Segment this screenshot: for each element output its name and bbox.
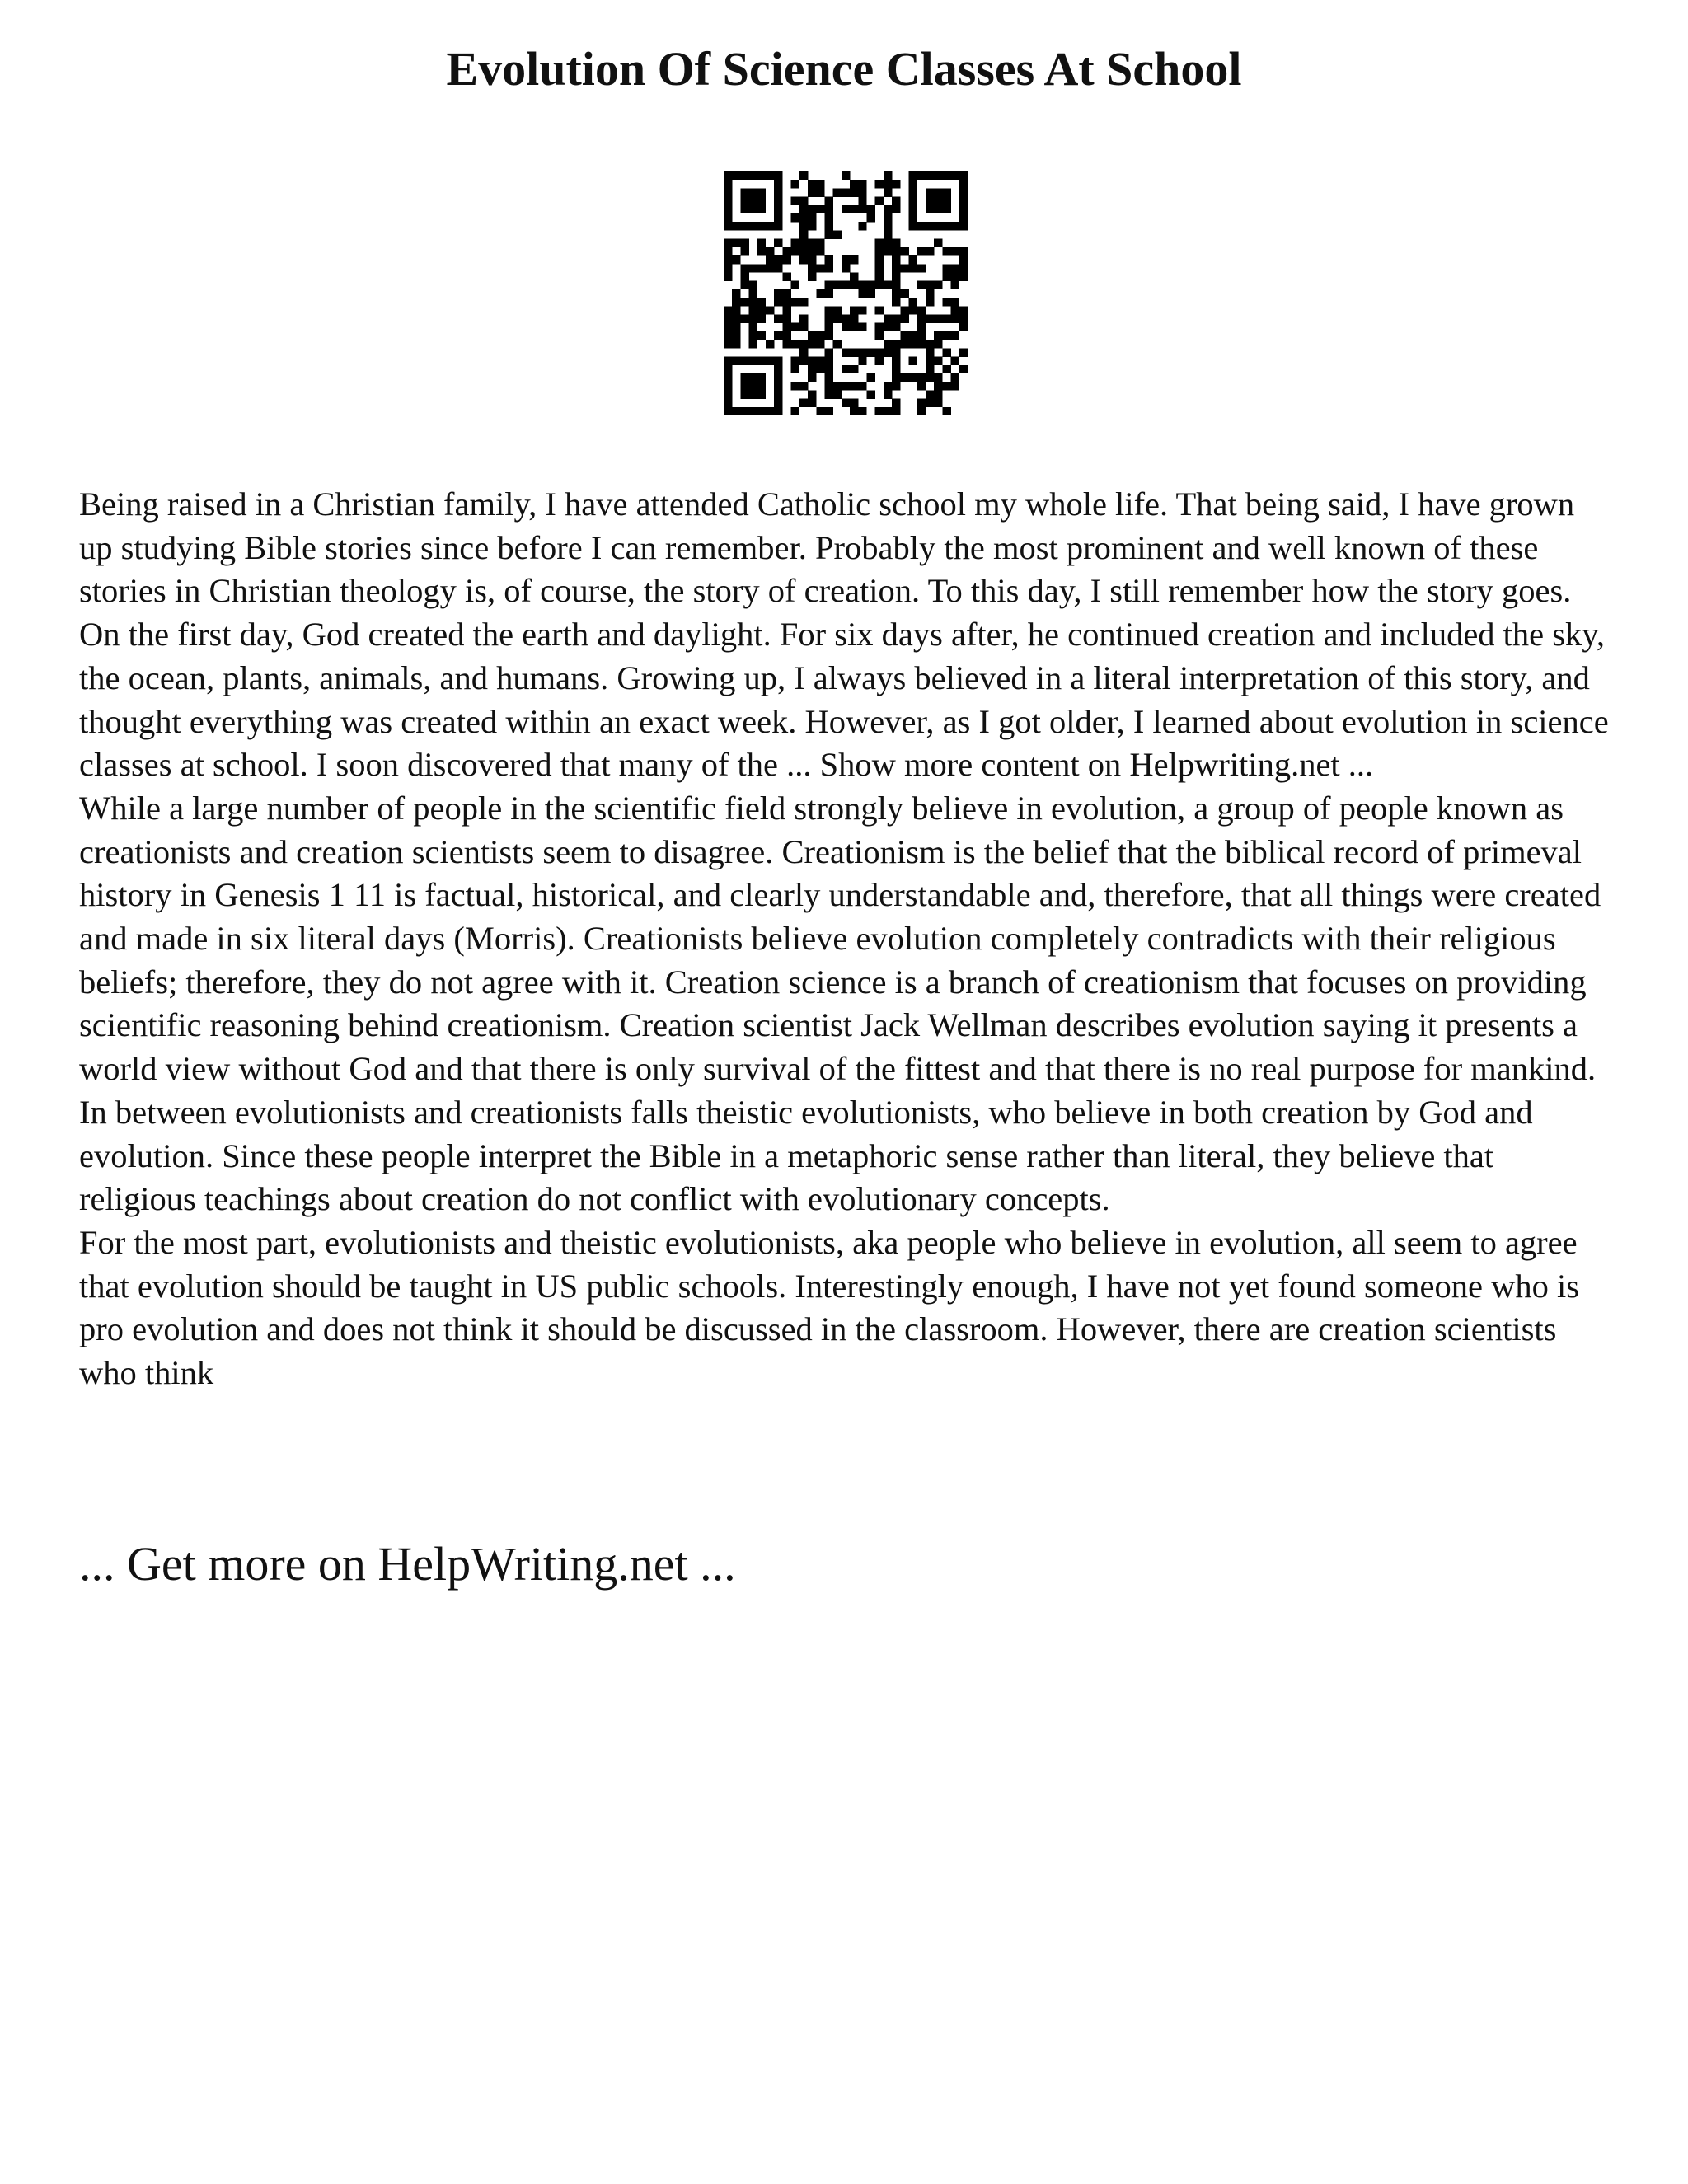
paragraph-2: While a large number of people in the scientific field strongly believe in evolution, a group of people known as creationists and creation scientists seem to disagree. Creationism is the belief that the biblical record of primeval history in Genesis 1 11 is factual, historical, and clearly understandable and, therefore, that all things were created and made in six literal days (Morris). Creationists believe evolution completely contradicts with their religious beliefs; therefore, they do not agree with it. Creation science is a branch of creationism that focuses on providing scientific reasoning behind creationism. Creation scientist Jack Wellman describes evolution saying it presents a world view without God and that there is only survival of the fittest and that there is no real purpose for mankind. In between evolutionists and creationists falls theistic evolutionists, who believe in both creation by God and evolution. Since these people interpret the Bible in a metaphoric sense rather than literal, they believe that religious teachings about creation do not conflict with evolutionary concepts.: [79, 789, 1601, 1218]
qr-code-graphic: [724, 171, 968, 415]
qr-code-icon: [724, 171, 968, 415]
page-title: Evolution Of Science Classes At School: [446, 42, 1242, 96]
get-more-link[interactable]: ... Get more on HelpWriting.net ...: [79, 1537, 736, 1591]
paragraph-3: For the most part, evolutionists and theistic evolutionists, aka people who believe in evolution, all seem to agree that evolution should be taught in US public schools. Interestingly enough, I have not yet found someone who is pro evolution and does not think it should be discussed in the classroom. However, there are creation scientists who think: [79, 1223, 1579, 1392]
paragraph-1: Being raised in a Christian family, I have attended Catholic school my whole life. That being said, I have grown up studying Bible stories since before I can remember. Probably the most prominent and well known of these stories in Christian theology is, of course, the story of creation. To this day, I still remember how the story goes. On the first day, God created the earth and daylight. For six days after, he continued creation and included the sky, the ocean, plants, animals, and humans. Growing up, I always believed in a literal interpretation of this story, and thought everything was created within an exact week. However, as I got older, I learned about evolution in science classes at school. I soon discovered that many of the ... Show more content on Helpwriting.net ...: [79, 485, 1609, 784]
article-body: [79, 483, 1612, 1395]
